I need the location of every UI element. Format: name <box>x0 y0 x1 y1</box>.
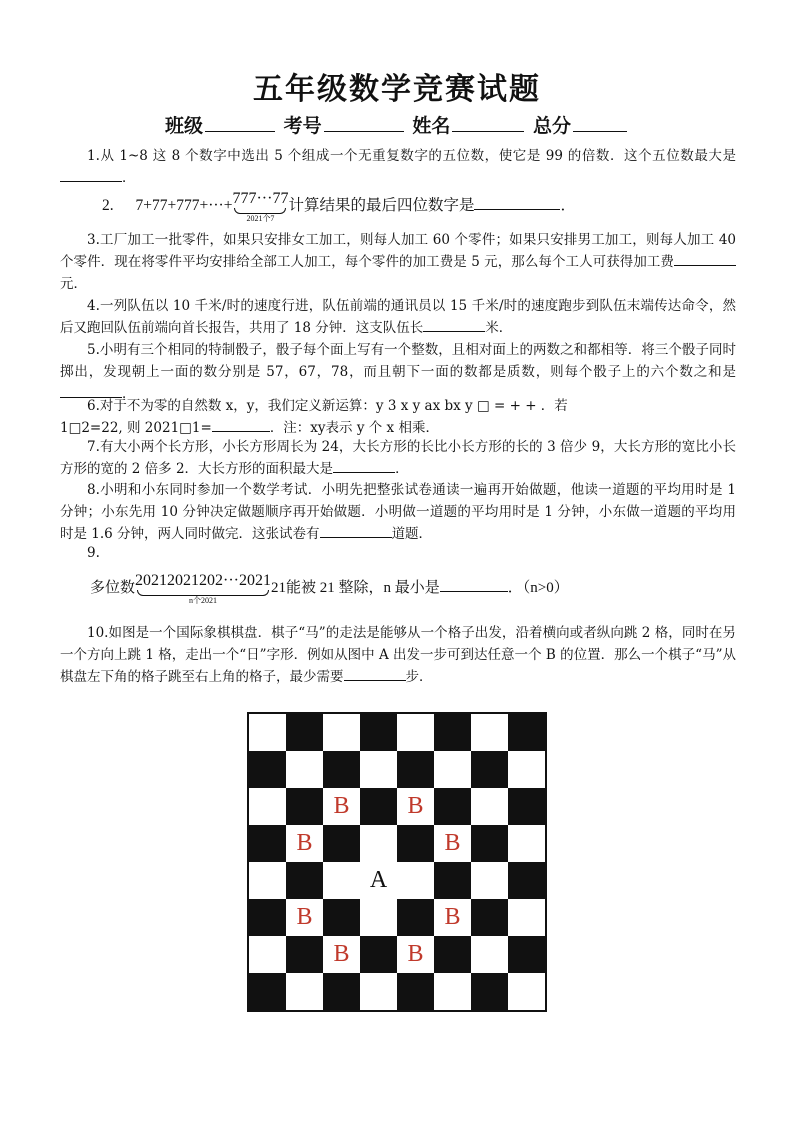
board-square <box>286 788 323 825</box>
board-square <box>434 788 471 825</box>
question-text: 8.小明和小东同时参加一个数学考试．小明先把整张试卷通读一遍再开始做题，他读一道题的平均用时是 1 分钟；小东先用 10 分钟决定做题顺序再开始做题．小明做一道题的平均用时是 1 分钟，小东做一道题的平均用时是 1.6 分钟，两人同时做完．这张试卷有 <box>60 482 736 542</box>
score-blank[interactable] <box>573 113 627 132</box>
board-square <box>397 899 434 936</box>
board-square <box>360 751 397 788</box>
board-square <box>323 899 360 936</box>
question-2: 2. 7+77+777+···+ 777···77 2021个7 计算结果的最后四位数字是 ． <box>102 190 576 223</box>
board-square <box>286 862 323 899</box>
board-square <box>471 788 508 825</box>
question-7: 7.有大小两个长方形，小长方形周长为 24，大长方形的长比小长方形的长的 3 倍少 9，大长方形的宽比小长方形的宽的 2 倍多 2．大长方形的面积最大是 ． <box>60 439 736 477</box>
question-6: 6.对于不为零的自然数 x，y，我们定义新运算：y 3 x y ax bx y □ = + + ．若 1□2=22, 则 2021□1= ．注：xy表示 y 个 x 相乘． <box>60 398 568 436</box>
question-9-number <box>60 542 736 564</box>
question-text: 1.从 1~8 这 8 个数字中选出 5 个组成一个无重复数字的五位数，使它是 99 的倍数．这个五位数最大是 <box>87 148 736 164</box>
question-1: 1.从 1~8 这 8 个数字中选出 5 个组成一个无重复数字的五位数，使它是 99 的倍数．这个五位数最大是． <box>60 145 736 189</box>
name-blank[interactable] <box>452 113 524 132</box>
question-text: 4.一列队伍以 10 千米/时的速度行进，队伍前端的通讯员以 15 千米/时的速度跑步到队伍末端传达命令，然后又跑回队伍前端向首长报告，共用了 18 分钟．这支队伍长 <box>60 298 736 336</box>
board-square <box>360 825 397 862</box>
board-square <box>434 862 471 899</box>
question-number: 9. <box>87 545 100 561</box>
board-square <box>249 936 286 973</box>
board-square <box>249 862 286 899</box>
exam-no-blank[interactable] <box>324 113 404 132</box>
board-square <box>471 751 508 788</box>
board-square <box>471 973 508 1010</box>
board-square <box>508 899 545 936</box>
name-label: 姓名 <box>412 115 451 137</box>
knight-target-mark: B <box>296 904 313 930</box>
question-9: 多位数 20212021202···2021 n个2021 21能被 21 整除，n 最小是 ．（n>0） <box>90 572 569 605</box>
repeated-number-term: 20212021202···2021 n个2021 <box>135 572 271 605</box>
board-square <box>471 825 508 862</box>
knight-target-mark: B <box>333 941 350 967</box>
board-square <box>397 825 434 862</box>
answer-blank[interactable] <box>474 195 560 210</box>
knight-target-mark: B <box>333 793 350 819</box>
board-square <box>434 899 471 936</box>
board-square <box>397 751 434 788</box>
board-square <box>508 936 545 973</box>
board-square <box>360 788 397 825</box>
board-square <box>323 862 360 899</box>
knight-target-mark: B <box>444 904 461 930</box>
question-text: 7.有大小两个长方形，小长方形周长为 24，大长方形的长比小长方形的长的 3 倍少 9，大长方形的宽比小长方形的宽的 2 倍多 2．大长方形的面积最大是 <box>60 439 736 477</box>
board-square <box>249 788 286 825</box>
score-label: 总分 <box>532 115 571 137</box>
answer-blank[interactable] <box>423 317 485 332</box>
board-square <box>249 825 286 862</box>
board-square <box>323 788 360 825</box>
student-info-line <box>0 111 794 138</box>
question-number: 2. <box>102 197 114 215</box>
exam-no-label: 考号 <box>283 115 322 137</box>
board-square <box>397 862 434 899</box>
board-square <box>360 714 397 751</box>
chessboard <box>247 712 547 1012</box>
board-square <box>360 899 397 936</box>
board-square <box>434 825 471 862</box>
answer-blank[interactable] <box>440 577 508 592</box>
repeated-digits-term: 777···77 2021个7 <box>232 190 289 223</box>
board-square <box>434 936 471 973</box>
question-text: 10.如图是一个国际象棋棋盘．棋子“马”的走法是能够从一个格子出发，沿着横向或者纵向跳 2 格，同时在另一个方向上跳 1 格，走出一个“日”字形．例如从图中 A 出发一步可到达任意一个 B 的位置．那么一个棋子“马”从棋盘左下角的格子跳至右上角的格子，最少需要 <box>60 625 736 685</box>
question-text-line2: 1□2=22, 则 2021□1= <box>60 420 212 436</box>
answer-blank[interactable] <box>60 167 122 182</box>
board-square <box>323 714 360 751</box>
class-label: 班级 <box>165 115 204 137</box>
board-square <box>323 751 360 788</box>
board-square <box>397 936 434 973</box>
question-4: 4.一列队伍以 10 千米/时的速度行进，队伍前端的通讯员以 15 千米/时的速度跑步到队伍末端传达命令，然后又跑回队伍前端向首长报告，共用了 18 分钟．这支队伍长 米． <box>60 298 736 336</box>
board-square <box>323 973 360 1010</box>
board-square <box>286 973 323 1010</box>
knight-target-mark: B <box>444 830 461 856</box>
board-square <box>508 714 545 751</box>
board-square <box>249 714 286 751</box>
board-square <box>508 862 545 899</box>
knight-start-mark: A <box>369 867 388 893</box>
knight-target-mark: B <box>407 793 424 819</box>
board-square <box>471 899 508 936</box>
page-title: 五年级数学竞赛试题 <box>253 72 541 107</box>
board-square <box>397 973 434 1010</box>
board-square <box>471 936 508 973</box>
board-square <box>249 751 286 788</box>
answer-blank[interactable] <box>320 523 392 538</box>
question-text: 能被 21 整除，n 最小是 <box>286 579 440 596</box>
board-square <box>434 751 471 788</box>
board-square <box>360 973 397 1010</box>
board-square <box>360 862 397 899</box>
question-10: 10.如图是一个国际象棋棋盘．棋子“马”的走法是能够从一个格子出发，沿着横向或者纵向跳 2 格，同时在另一个方向上跳 1 格，走出一个“日”字形．例如从图中 A 出发一步可到达任意一个 B 的位置．那么一个棋子“马”从棋盘左下角的格子跳至右上角的格子，最少需要 步． <box>60 625 736 685</box>
question-5: 5.小明有三个相同的特制骰子，骰子每个面上写有一个整数，且相对面上的两数之和都相等．将三个骰子同时掷出，发现朝上一面的数分别是 57，67，78，而且朝下一面的数都是质数，则每个骰子上的六个数之和是． <box>60 342 736 402</box>
answer-blank[interactable] <box>674 251 736 266</box>
board-square <box>508 973 545 1010</box>
board-square <box>286 899 323 936</box>
knight-target-mark: B <box>407 941 424 967</box>
board-square <box>249 899 286 936</box>
board-square <box>286 936 323 973</box>
board-square <box>286 714 323 751</box>
question-8: 8.小明和小东同时参加一个数学考试．小明先把整张试卷通读一遍再开始做题，他读一道题的平均用时是 1 分钟；小东先用 10 分钟决定做题顺序再开始做题．小明做一道题的平均用时是 1 分钟，小东做一道题的平均用时是 1.6 分钟，两人同时做完．这张试卷有 道题． <box>60 482 736 542</box>
number-tail: 21 <box>271 579 286 596</box>
question-text-line1: 6.对于不为零的自然数 x，y，我们定义新运算：y 3 x y ax bx y □ = + + ．若 <box>87 398 568 414</box>
board-square <box>434 714 471 751</box>
board-square <box>508 751 545 788</box>
board-square <box>360 936 397 973</box>
question-text: 计算结果的最后四位数字是 <box>288 197 475 215</box>
board-square <box>471 862 508 899</box>
board-square <box>286 751 323 788</box>
board-square <box>508 788 545 825</box>
sum-expression: 7+77+777+···+ <box>135 197 233 215</box>
class-blank[interactable] <box>205 113 275 132</box>
question-text: 3.工厂加工一批零件，如果只安排女工加工，则每人加工 60 个零件；如果只安排男工加工，则每人加工 40 个零件．现在将零件平均安排给全部工人加工，每个零件的加工费是 5 元，那么每个工人可获得加工费 <box>60 232 736 270</box>
question-text: 5.小明有三个相同的特制骰子，骰子每个面上写有一个整数，且相对面上的两数之和都相等．将三个骰子同时掷出，发现朝上一面的数分别是 57，67，78，而且朝下一面的数都是质数，则每个骰子上的六个数之和是 <box>60 342 736 380</box>
board-square <box>434 973 471 1010</box>
question-3: 3.工厂加工一批零件，如果只安排女工加工，则每人加工 60 个零件；如果只安排男工加工，则每人加工 40 个零件．现在将零件平均安排给全部工人加工，每个零件的加工费是 5 元，那么每个工人可获得加工费元． <box>60 232 736 292</box>
board-square <box>286 825 323 862</box>
board-square <box>508 825 545 862</box>
answer-blank[interactable] <box>344 666 406 681</box>
answer-blank[interactable] <box>333 458 395 473</box>
answer-blank[interactable] <box>212 417 270 432</box>
board-square <box>471 714 508 751</box>
board-square <box>397 714 434 751</box>
knight-target-mark: B <box>296 830 313 856</box>
board-square <box>323 936 360 973</box>
board-square <box>323 825 360 862</box>
board-square <box>249 973 286 1010</box>
board-square <box>397 788 434 825</box>
question-prefix: 多位数 <box>90 579 136 596</box>
